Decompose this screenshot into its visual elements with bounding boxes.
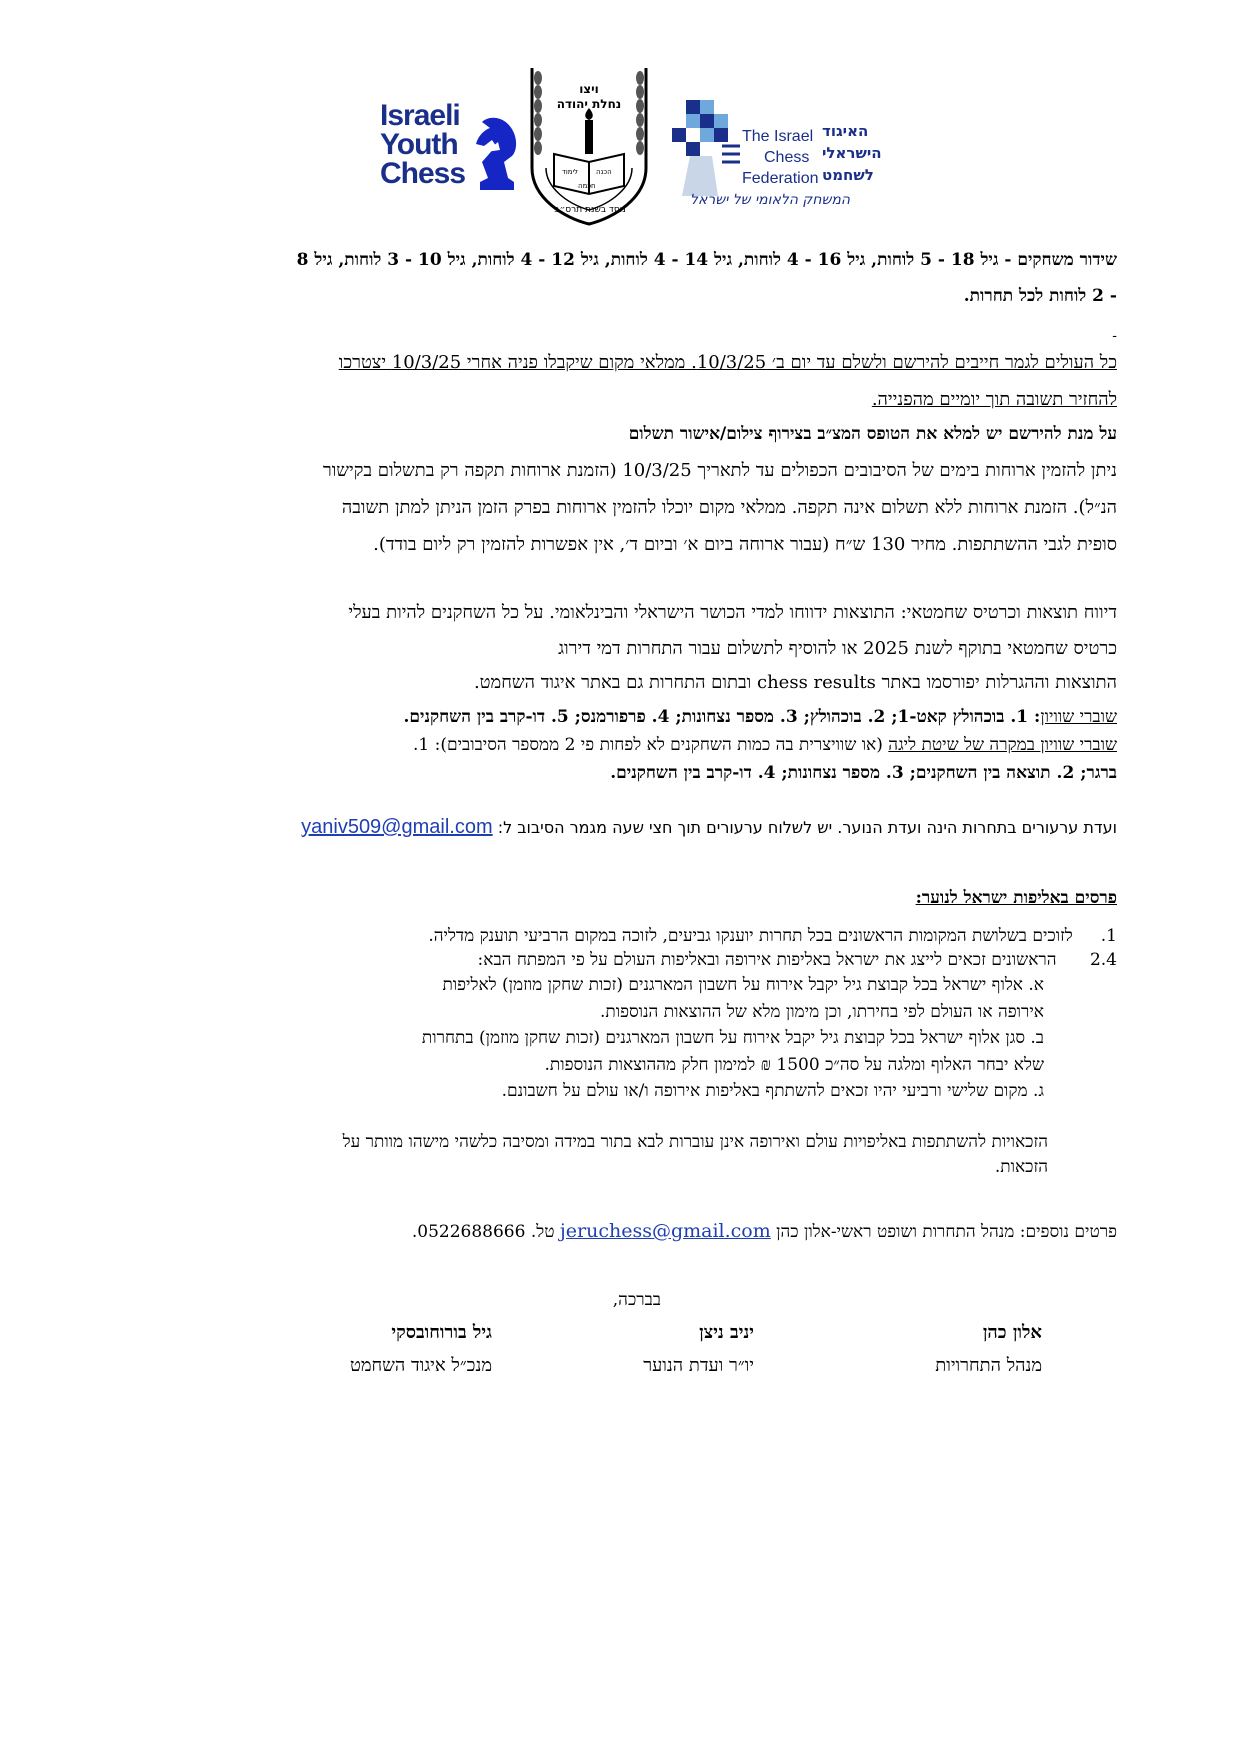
signature-name: אלון כהן <box>982 1322 1042 1343</box>
prize-sub-b-line-1: ב. סגן אלוף ישראל בכל קבוצת גיל יקבל אירוח על חשבון המארגנים (זכות שחקן מוזמן) בתחרות <box>421 1028 1044 1048</box>
meals-line-2: הנ״ל). הזמנת ארוחות ללא תשלום אינה תקפה. ממלאי מקום יוכלו להזמין ארוחות בפרק הזמן הניתן למתן תשובה <box>341 497 1117 518</box>
appeals-email-link[interactable]: yaniv509@gmail.com <box>301 816 493 838</box>
prize-item-number: 1. <box>1100 926 1117 946</box>
contact-phone-label: טל. <box>530 1222 555 1242</box>
appeals-line <box>301 816 1117 839</box>
tiebreaks-line-2 <box>413 735 1117 755</box>
results-line-1: דיווח תוצאות וכרטיס שחמטאי: התוצאות ידווחו למדי הכושר הישראלי והבינלאומי. על כל השחקנים להיות בעלי <box>348 602 1117 623</box>
league-tiebreaks-label: שוברי שוויון במקרה של שיטת ליגה <box>888 735 1117 755</box>
broadcast-line-2: - 2 לוחות לכל תחרות. <box>963 286 1117 306</box>
signature-1 <box>872 1322 1042 1376</box>
registration-line-1: כל העולים לגמר חייבים להירשם ולשלם עד יום ב׳ 10/3/25. ממלאי מקום שיקבלו פניה אחרי 10/3/25 יצטרכו <box>338 352 1117 373</box>
tiebreaks-text: : 1. בוכהולץ קאט-1; 2. בוכהולץ; 3. מספר נצחונות; 4. פרפורמנס; 5. דו-קרב בין השחקנים. <box>403 707 1041 727</box>
book-text-bottom: חכמה <box>578 182 596 190</box>
contact-line <box>412 1220 1117 1242</box>
meals-line-3: סופית לגבי ההשתתפות. מחיר 130 ש״ח (עבור ארוחה ביום א׳ וביום ד׳, אין אפשרות להזמין רק ליום בודד). <box>373 534 1117 555</box>
tiebreaks-line-3: ברגר; 2. תוצאה בין השחקנים; 3. מספר נצחונות; 4. דו-קרב בין השחקנים. <box>610 763 1117 783</box>
results-line-3: התוצאות וההגרלות יפורסמו באתר chess results ובתום התחרות גם באתר איגוד השחמט. <box>473 672 1117 693</box>
contact-prefix: פרטים נוספים: מנהל התחרות ושופט ראשי-אלון כהן <box>776 1222 1117 1242</box>
eligibility-line-1: הזכאויות להשתתפות באליפויות עולם ואירופה אינן עוברות לבא בתור במידה ומסיבה כלשהי מישהו מוותר על <box>342 1132 1048 1152</box>
league-tiebreaks-text: (או שוויצרית בה כמות השחקנים לא לפחות פי 2 ממספר הסיבובים): 1. <box>412 735 889 755</box>
book-text-left: לימוד <box>562 168 579 176</box>
federation-he-line: לשחמט <box>822 166 874 184</box>
federation-en-line: Chess <box>764 149 810 166</box>
tiebreaks-line-1 <box>404 707 1117 727</box>
prize-sub-a-line-2: אירופה או העולם לפי בחירתו, וכן מימון מלא של ההוצאות הנוספות. <box>599 1002 1044 1022</box>
appeals-text: ועדת ערעורים בתחרות הינה ועדת הנוער. יש לשלוח ערעורים תוך חצי שעה מגמר הסיבוב ל: <box>497 818 1117 837</box>
prize-item-text: 4 הראשונים זכאים לייצג את ישראל באליפות אירופה ובאליפות העולם על פי המפתח הבא: <box>477 950 1117 970</box>
knight-icon <box>470 112 522 192</box>
book-text-right: הכנה <box>596 168 612 176</box>
federation-name-en <box>742 126 819 189</box>
prize-item-1 <box>428 926 1117 946</box>
federation-slogan: המשחק הלאומי של ישראל <box>690 192 851 208</box>
separator-dash: - <box>1112 328 1117 344</box>
signature-role: יו״ר ועדת הנוער <box>643 1355 754 1376</box>
prizes-heading: פרסים באליפות ישראל לנוער: <box>915 888 1117 908</box>
eligibility-line-2: הזכאות. <box>994 1157 1048 1177</box>
federation-he-line: הישראלי <box>822 144 882 162</box>
meals-line-1: ניתן להזמין ארוחות בימים של הסיבובים הכפולים עד לתאריך 10/3/25 (הזמנת ארוחות תקפה רק בתשלום בקישור <box>322 460 1117 481</box>
federation-en-line: Federation <box>742 170 819 187</box>
federation-name-he <box>822 120 882 186</box>
federation-he-line: האיגוד <box>822 122 869 140</box>
registration-form-note: על מנת להירשם יש למלא את הטופס המצ״ב בצירוף צילום/אישור תשלום <box>628 424 1117 444</box>
signature-name: יניב ניצן <box>699 1322 754 1343</box>
tiebreaks-label: שוברי שוויון <box>1040 707 1117 727</box>
wizo-founded: נוסד בשנת תרס״ב <box>554 205 626 215</box>
broadcast-line-1: שידור משחקים - גיל 18 - 5 לוחות, גיל 16 - 4 לוחות, גיל 14 - 4 לוחות, גיל 12 - 4 לוחות, גיל 10 - 3 לוחות, גיל 8 <box>296 250 1117 270</box>
logo-line: Israeli <box>380 99 460 132</box>
israeli-youth-chess-logo <box>380 101 472 188</box>
logo-line: Youth <box>380 128 458 161</box>
signature-name: גיל בורוחובסקי <box>391 1322 492 1343</box>
signature-2 <box>584 1322 754 1376</box>
federation-en-line: The Israel <box>742 128 814 145</box>
prize-item-2 <box>478 950 1117 970</box>
chess-federation-emblem-icon <box>660 96 740 206</box>
registration-line-2: להחזיר תשובה תוך יומיים מהפנייה. <box>871 389 1117 410</box>
prize-item-number: 2. <box>1089 950 1107 970</box>
signature-3 <box>292 1322 492 1376</box>
prize-item-text: לזוכים בשלושת המקומות הראשונים בכל תחרות יוענקו גביעים, לזוכה במקום הרביעי תוענק מדליה. <box>428 926 1073 946</box>
prize-sub-b-line-2: שלא יבחר האלוף ומלגה על סה״כ 1500 ₪ למימון חלק מההוצאות הנוספות. <box>544 1055 1044 1075</box>
signature-role: מנכ״ל איגוד השחמט <box>349 1355 492 1376</box>
logo-line: Chess <box>380 157 466 190</box>
signature-block <box>280 1322 1060 1392</box>
closing-greeting: בברכה, <box>612 1290 661 1310</box>
signature-role: מנהל התחרויות <box>935 1355 1042 1376</box>
prize-sub-c: ג. מקום שלישי ורביעי יהיו זכאים להשתתף באליפות אירופה ו/או עולם על חשבונם. <box>501 1081 1044 1101</box>
wizo-title <box>544 82 634 112</box>
prize-sub-a-line-1: א. אלוף ישראל בכל קבוצת גיל יקבל אירוח על חשבון המארגנים (זכות שחקן מוזמן) לאליפות <box>442 975 1044 995</box>
wizo-line: ויצו <box>579 82 599 96</box>
contact-email-link[interactable]: jeruchess@gmail.com <box>559 1220 771 1242</box>
contact-phone: 0522688666. <box>411 1222 526 1242</box>
wizo-line: נחלת יהודה <box>556 97 622 111</box>
results-line-2: כרטיס שחמטאי בתוקף לשנת 2025 או להוסיף לתשלום עבור התחרות דמי דירוג <box>558 638 1117 659</box>
